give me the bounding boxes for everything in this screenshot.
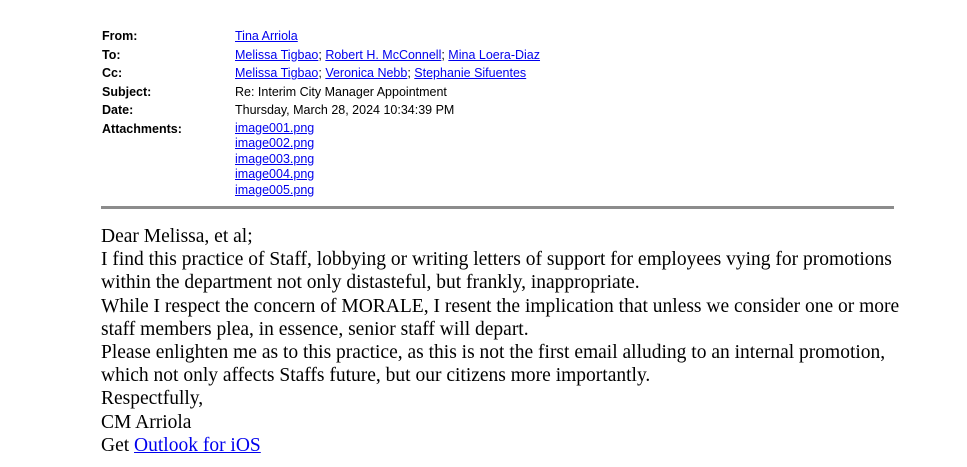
body-paragraph: Please enlighten me as to this practice, as this is not the first email alluding to an internal promotion, which not only affects Staffs future, but our citizens more importantly. (101, 342, 886, 387)
to-label: To: (102, 47, 121, 62)
email-header (102, 27, 540, 198)
attachment-link[interactable]: image002.png (235, 136, 315, 150)
attachments-row (102, 120, 540, 199)
cc-recipient-link[interactable]: Melissa Tigbao (235, 66, 319, 80)
date-row (102, 101, 540, 120)
attachment-link[interactable]: image003.png (235, 151, 315, 166)
subject-text: Re: Interim City Manager Appointment (235, 84, 447, 99)
date-text: Thursday, March 28, 2024 10:34:39 PM (235, 103, 455, 117)
closing: Respectfully, (101, 388, 204, 410)
attachments-list (235, 120, 314, 199)
attachment-link[interactable]: image005.png (235, 182, 315, 197)
recipient-link[interactable]: Mina Loera-Diaz (448, 47, 541, 62)
subject-row (102, 83, 540, 102)
email-body (101, 225, 921, 457)
cc-row: Cc: Melissa Tigbao; Veronica Nebb; Stephanie Sifuentes (102, 64, 540, 83)
from-label: From: (102, 29, 138, 43)
footer-prefix: Get (101, 434, 135, 456)
date-label: Date: (102, 103, 134, 117)
attachment-link[interactable]: image004.png (235, 167, 315, 181)
signature: CM Arriola (101, 411, 192, 433)
recipient-link[interactable]: Melissa Tigbao (235, 47, 319, 62)
header-divider (101, 206, 894, 209)
subject-label: Subject: (102, 84, 152, 99)
footer-line (101, 434, 921, 457)
greeting: Dear Melissa, et al; (101, 226, 253, 247)
attachment-link[interactable]: image001.png (235, 120, 315, 135)
body-paragraph: While I respect the concern of MORALE, I resent the implication that unless we consider one or more staff members plea, in essence, senior staff will depart. (101, 295, 900, 340)
from-row (102, 27, 540, 46)
cc-recipient-link[interactable]: Stephanie Sifuentes (414, 66, 527, 80)
sender-link[interactable]: Tina Arriola (235, 29, 298, 43)
cc-recipient-link[interactable]: Veronica Nebb (325, 66, 408, 80)
attachments-label: Attachments: (102, 121, 182, 136)
recipient-link[interactable]: Robert H. McConnell (325, 47, 442, 62)
to-row: To: Melissa Tigbao; Robert H. McConnell; Mina Loera-Diaz (102, 46, 540, 65)
outlook-ios-link[interactable]: Outlook for iOS (134, 434, 261, 456)
cc-label: Cc: (102, 66, 123, 80)
body-paragraph: I find this practice of Staff, lobbying or writing letters of support for employees vying for promotions within the department not only distasteful, but frankly, inappropriate. (101, 249, 892, 294)
